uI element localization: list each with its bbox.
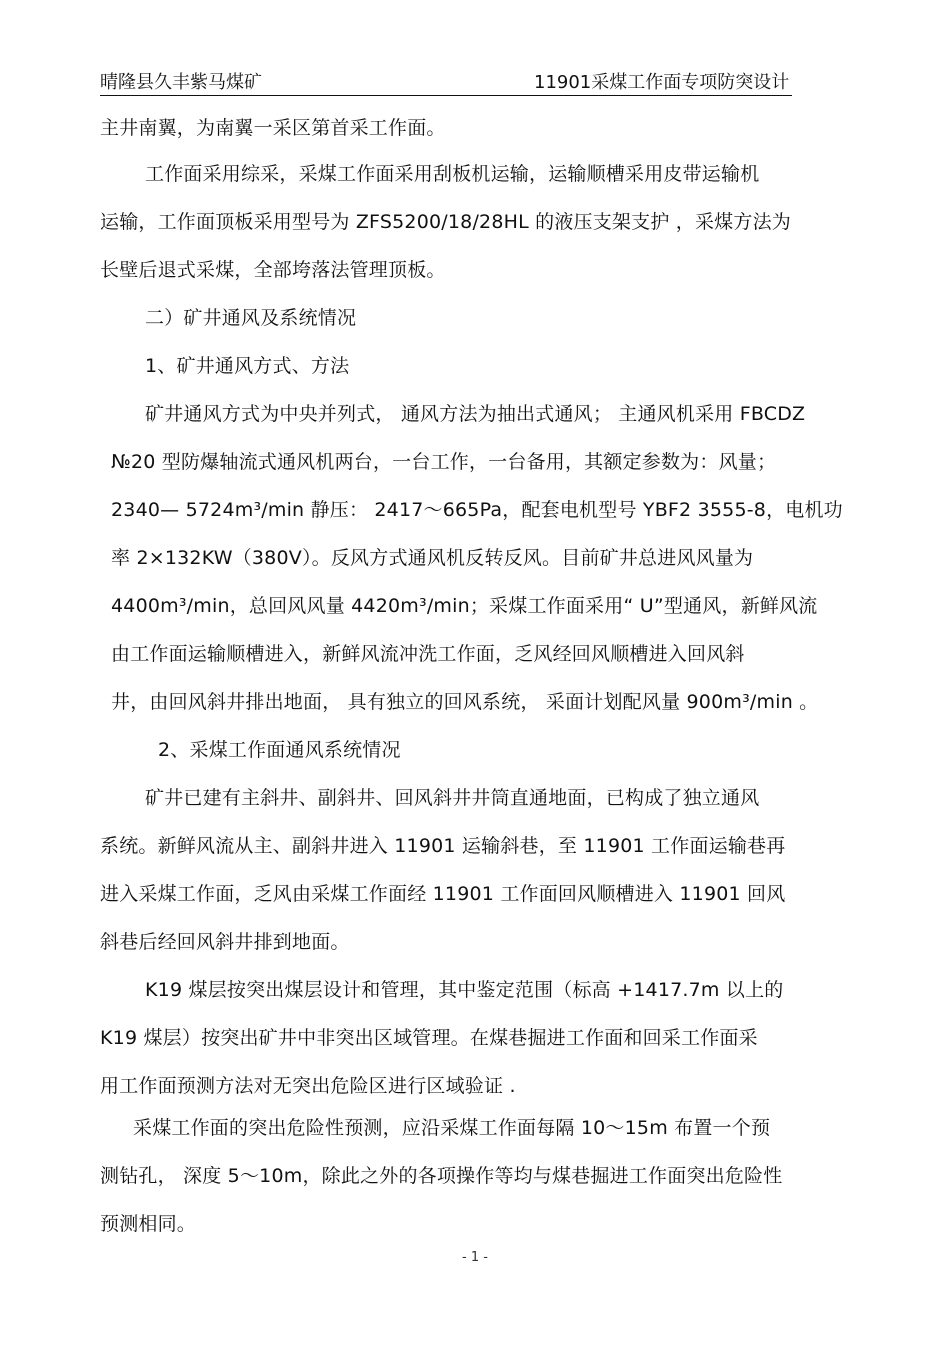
body-line-15: 矿井已建有主斜井、副斜井、回风斜井井筒直通地面，已构成了独立通风 xyxy=(145,787,760,809)
page-number: - 1 - xyxy=(462,1250,488,1265)
body-line-7: 矿井通风方式为中央并列式， 通风方法为抽出式通风； 主通风机采用 FBCDZ xyxy=(145,403,806,425)
body-line-3: 运输，工作面顶板采用型号为 ZFS5200/18/28HL 的液压支架支护 ，采煤方法为 xyxy=(100,211,791,233)
section-heading-ventilation: 二）矿井通风及系统情况 xyxy=(145,307,357,329)
subsection-heading-2: 2、采煤工作面通风系统情况 xyxy=(158,739,401,761)
body-line-21: 用工作面预测方法对无突出危险区进行区域验证 . xyxy=(100,1075,516,1097)
header-company-name: 晴隆县久丰紫马煤矿 xyxy=(100,72,262,93)
body-line-12: 由工作面运输顺槽进入，新鲜风流冲洗工作面，乏风经回风顺槽进入回风斜 xyxy=(111,643,745,665)
header-document-title: 11901采煤工作面专项防突设计 xyxy=(534,72,790,93)
body-line-20: K19 煤层）按突出矿井中非突出区域管理。在煤巷掘进工作面和回采工作面采 xyxy=(100,1027,758,1049)
body-line-1: 主井南翼，为南翼一采区第首采工作面。 xyxy=(100,117,446,139)
body-line-19: K19 煤层按突出煤层设计和管理，其中鉴定范围（标高 +1417.7m 以上的 xyxy=(145,979,784,1001)
body-line-24: 预测相同。 xyxy=(100,1213,197,1235)
header-divider xyxy=(100,95,792,96)
body-line-8: №20 型防爆轴流式通风机两台，一台工作，一台备用，其额定参数为：风量； xyxy=(111,451,777,473)
body-line-9: 2340— 5724m³/min 静压： 2417～665Pa，配套电机型号 YBF2 3555-8，电机功 xyxy=(111,499,843,521)
body-line-22: 采煤工作面的突出危险性预测，应沿采煤工作面每隔 10～15m 布置一个预 xyxy=(133,1117,771,1139)
body-line-2: 工作面采用综采，采煤工作面采用刮板机运输，运输顺槽采用皮带运输机 xyxy=(145,163,760,185)
body-line-11: 4400m³/min，总回风风量 4420m³/min；采煤工作面采用“ U”型通风，新鲜风流 xyxy=(111,595,818,617)
body-line-10: 率 2×132KW（380V）。反风方式通风机反转反风。目前矿井总进风风量为 xyxy=(111,547,754,569)
body-line-17: 进入采煤工作面，乏风由采煤工作面经 11901 工作面回风顺槽进入 11901 回风 xyxy=(100,883,786,905)
body-line-4: 长壁后退式采煤，全部垮落法管理顶板。 xyxy=(100,259,446,281)
body-line-18: 斜巷后经回风斜井排到地面。 xyxy=(100,931,350,953)
body-line-13: 井，由回风斜井排出地面， 具有独立的回风系统， 采面计划配风量 900m³/min 。 xyxy=(111,691,819,713)
body-line-23: 测钻孔， 深度 5～10m，除此之外的各项操作等均与煤巷掘进工作面突出危险性 xyxy=(100,1165,783,1187)
subsection-heading-1: 1、矿井通风方式、方法 xyxy=(145,355,350,377)
body-line-16: 系统。新鲜风流从主、副斜井进入 11901 运输斜巷，至 11901 工作面运输巷再 xyxy=(100,835,786,857)
